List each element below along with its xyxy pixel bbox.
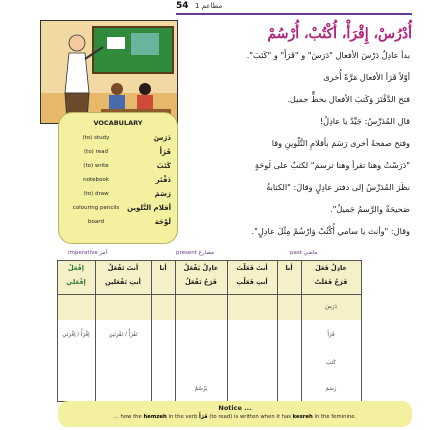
classroom-illustration	[40, 20, 178, 124]
table-cell: رَسَمَ	[325, 386, 337, 392]
header-rule	[176, 13, 412, 15]
header-imperative-fem: إفْعَلي	[66, 278, 86, 286]
vocab-arabic: لَوْحَة	[154, 218, 171, 226]
table-cell: تَقْرَأُ / تَقْرَئين	[108, 332, 138, 338]
notice-hamzeh: hemzeh	[143, 414, 167, 420]
header-farah-does: فَرَحُ تَفْعَلُ	[185, 278, 217, 286]
notice-part: (to read) is written when it has	[207, 414, 293, 420]
notice-kesreh: kesreh	[292, 414, 313, 420]
header-you-did-fem: أنتِ فَعَلْتِ	[236, 278, 268, 286]
text-line: وقال: "وأنتَ يا سامي أُكْتُبْ وَارْسُمْ مِثْلَ عادِلٍ".	[251, 226, 410, 236]
classroom-drawing	[41, 21, 178, 124]
lesson-title: أُدْرُسْ، إِقْرَأْ، أُكْتُبْ، أُرْسُمْ	[267, 26, 412, 42]
header-farah-did: فَرَحُ فَعَلَتْ	[314, 278, 348, 286]
table-rule	[57, 294, 362, 295]
header-adel-does: عادِلٌ يَفْعَلُ	[183, 264, 219, 272]
table-cell: قَرَأَ	[327, 332, 335, 338]
vocab-english: (to) read	[84, 149, 108, 155]
vocab-english: (to) study	[82, 135, 110, 141]
vocab-item	[65, 159, 171, 173]
vocab-english: colouring pencils	[72, 205, 120, 211]
header-you-do: أنتَ تَفْعَلُ	[107, 264, 139, 272]
vocabulary-box	[58, 112, 178, 244]
book-title: مطاعم 1	[195, 2, 223, 10]
header-you-do-fem: أنتِ تَفْعَلين	[105, 278, 141, 286]
notice-box	[58, 401, 412, 427]
vocab-arabic: دَفْتَر	[155, 176, 171, 184]
notice-verb: قَرَأَ	[199, 414, 208, 420]
column-line	[361, 260, 362, 402]
table-cell: يَرْسُمُ	[194, 386, 208, 392]
notice-part: in the feminine.	[312, 414, 357, 420]
notice-title: Notice ...	[218, 404, 252, 412]
conjugation-table	[57, 260, 362, 402]
present-label: present مضارع	[176, 250, 214, 256]
vocab-arabic: دَرَسَ	[153, 134, 171, 142]
notice-text	[64, 414, 406, 420]
vocab-item	[65, 215, 171, 229]
text-line: فتح الدَّفْتَرَ وَكَتبَ الأفعال بخطٍّ جميل.	[287, 94, 410, 104]
text-line: "دَرَسْتُ وهنا تقرأ وهنا ترسم" لكتبٌ على لَوحَةٍ	[254, 160, 410, 170]
header-adel-did: عادِلٌ فَعَلَ	[315, 264, 347, 272]
imperative-label: imperative أمر	[68, 250, 107, 256]
text-line: قال المُدَرِّسُ: جَيِّدٌ يا عادِلُ!	[319, 116, 410, 126]
vocab-arabic: قَرَأَ	[159, 148, 171, 156]
text-line: وفتح صفحةً أخرى رَسَمَ بأقلامِ التَّلْوينِ وقا	[271, 138, 410, 148]
vocab-english: notebook	[83, 177, 109, 183]
column-line	[277, 260, 278, 402]
vocab-arabic: كَتَبَ	[156, 162, 171, 170]
page-number: 54	[176, 1, 189, 11]
header-i-present: أنا	[159, 264, 167, 272]
vocab-english: (to) write	[83, 163, 109, 169]
header-you-did: أنتَ فَعَلْتَ	[236, 264, 268, 272]
vocab-item	[65, 201, 171, 215]
vocab-item	[65, 187, 171, 201]
vocab-arabic: أقلام التَّلوين	[127, 204, 171, 212]
vocab-english: board	[88, 219, 104, 225]
header-i-past: أنا	[285, 264, 293, 272]
vocab-item	[65, 131, 171, 145]
column-line	[151, 260, 152, 402]
vocabulary-title: VOCABULARY	[93, 119, 143, 127]
table-cell: إقْرَأْ / إقْرَئي	[62, 332, 90, 338]
text-line: نظَرَ المُدَرِّسُ إلى دفتر عادِلٍ وقالَ: "الكتابةُ	[266, 182, 410, 192]
vocab-english: (to) draw	[83, 191, 109, 197]
table-cell: دَرَسَ	[325, 304, 337, 310]
notice-part: ... how the	[113, 414, 144, 420]
table-rule	[57, 260, 362, 261]
vocab-arabic: رَسَمَ	[154, 190, 171, 198]
text-line: بدأ عادِلٌ دَرْسَ الأفعال "دَرَسَ" و "قَرَأَ" و "كَتَبَ".	[246, 50, 410, 60]
notice-part: in the verb	[166, 414, 200, 420]
past-label: past ماضي	[290, 250, 318, 256]
vocab-item	[65, 173, 171, 187]
text-line: أوّلاً قَرَأ الأفعال مَرَّةً أُخرى	[323, 72, 410, 82]
text-line: صَحيحَةٌ والرَّسمُ جَميلٌ".	[330, 204, 410, 214]
vocab-item	[65, 145, 171, 159]
table-cell: كَتَبَ	[326, 360, 336, 366]
header-imperative: إفْعَلْ	[68, 264, 84, 272]
